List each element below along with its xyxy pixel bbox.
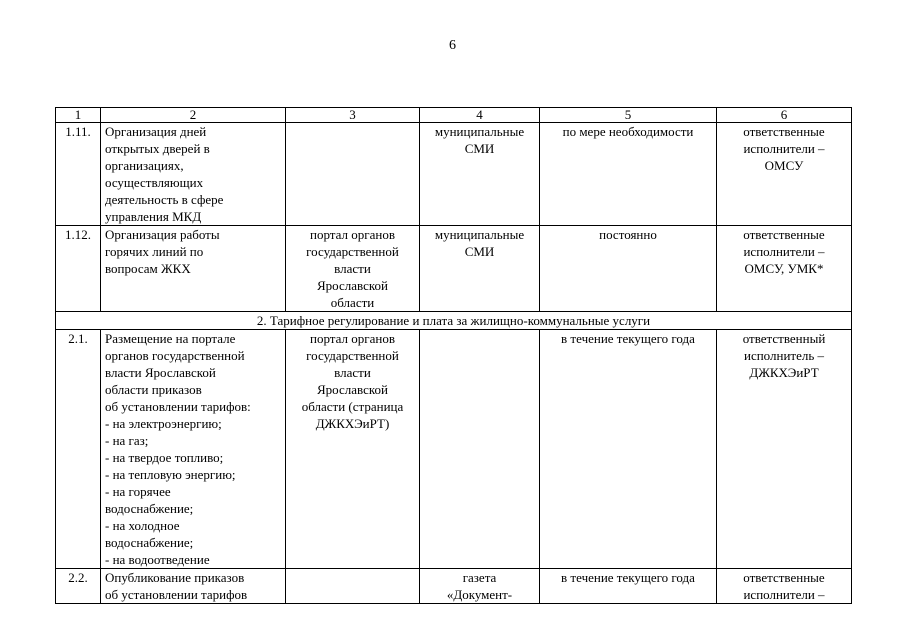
table-row xyxy=(56,330,852,569)
table-row xyxy=(56,123,852,226)
row-number: 2.2. xyxy=(56,569,101,604)
row-number: 2.1. xyxy=(56,330,101,569)
col-header-5: 5 xyxy=(540,108,717,123)
media-cell: муниципальные СМИ xyxy=(420,123,540,226)
media-cell: муниципальные СМИ xyxy=(420,226,540,312)
media-cell: газета «Документ- xyxy=(420,569,540,604)
term-cell: в течение текущего года xyxy=(540,569,717,604)
event-cell: Опубликование приказов об установлении тарифов xyxy=(101,569,286,604)
table-row xyxy=(56,569,852,604)
term-cell: постоянно xyxy=(540,226,717,312)
event-cell: Организация работы горячих линий по вопросам ЖКХ xyxy=(101,226,286,312)
site-cell xyxy=(286,569,420,604)
term-cell: в течение текущего года xyxy=(540,330,717,569)
plan-table xyxy=(55,107,852,604)
column-number-row xyxy=(56,108,852,123)
term-cell: по мере необходимости xyxy=(540,123,717,226)
page-number: 6 xyxy=(449,38,456,53)
event-cell: Организация дней открытых дверей в организациях, осуществляющих деятельность в сфере управления МКД xyxy=(101,123,286,226)
col-header-2: 2 xyxy=(101,108,286,123)
media-cell xyxy=(420,330,540,569)
section-header-row xyxy=(56,312,852,330)
col-header-1: 1 xyxy=(56,108,101,123)
col-header-6: 6 xyxy=(717,108,852,123)
col-header-3: 3 xyxy=(286,108,420,123)
row-number: 1.12. xyxy=(56,226,101,312)
col-header-4: 4 xyxy=(420,108,540,123)
site-cell xyxy=(286,123,420,226)
row-number: 1.11. xyxy=(56,123,101,226)
site-cell: портал органов государственной власти Ярославской области (страница ДЖКХЭиРТ) xyxy=(286,330,420,569)
executor-cell: ответственные исполнители – xyxy=(717,569,852,604)
section-title: 2. Тарифное регулирование и плата за жилищно-коммунальные услуги xyxy=(56,312,852,330)
executor-cell: ответственные исполнители – ОМСУ, УМК* xyxy=(717,226,852,312)
site-cell: портал органов государственной власти Ярославской области xyxy=(286,226,420,312)
event-cell: Размещение на портале органов государственной власти Ярославской области приказов об установлении тарифов: - на электроэнергию; - на газ; - на твердое топливо; - на тепловую энергию; - на горячее водоснабжение; - на холодное водоснабжение; - на водоотведение xyxy=(101,330,286,569)
executor-cell: ответственные исполнители – ОМСУ xyxy=(717,123,852,226)
executor-cell: ответственный исполнитель – ДЖКХЭиРТ xyxy=(717,330,852,569)
table-row xyxy=(56,226,852,312)
